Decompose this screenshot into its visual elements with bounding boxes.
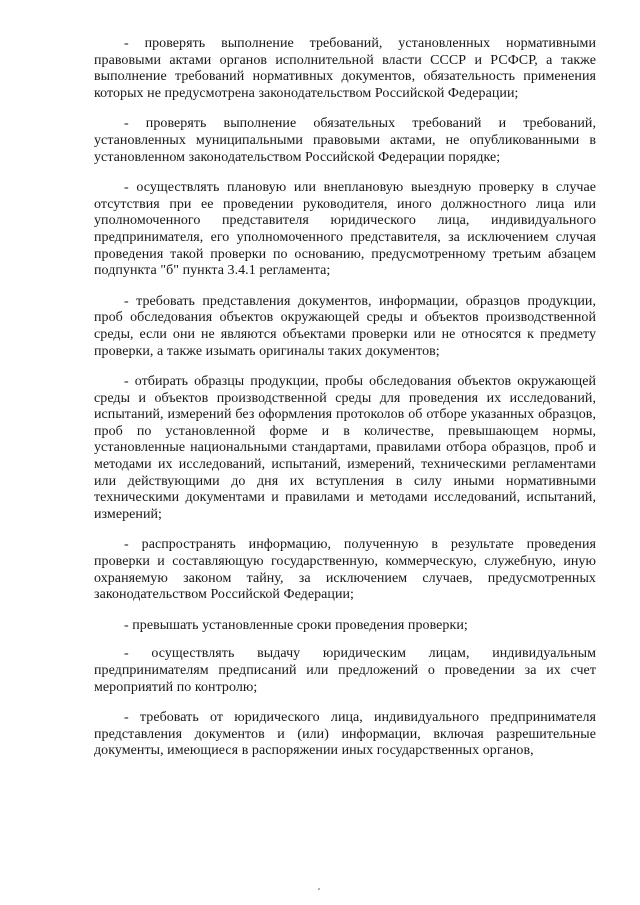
paragraph-8: - осуществлять выдачу юридическим лицам, индивидуальным предпринимателям предписаний или предложений о проведении за их счет мероприятий по контролю; (94, 646, 596, 695)
paragraph-3: - осуществлять плановую или внеплановую выездную проверку в случае отсутствия при ее проведении руководителя, иного должностного лица или уполномоченного представителя юридического лица, индивидуального предпринимателя, его уполномоченного представителя, за исключением случая проведения такой проверки по основанию, предусмотренному третьим абзацем подпункта "б" пункта 3.4.1 регламента; (94, 180, 596, 279)
paragraph-2: - проверять выполнение обязательных требований и требований, установленных муниципальными правовыми актами, не опубликованными в установленном законодательством Российской Федерации порядке; (94, 116, 596, 165)
paragraph-4: - требовать представления документов, информации, образцов продукции, проб обследования объектов окружающей среды и объектов производственной среды, если они не являются объектами проверки или не относятся к предмету проверки, а также изымать оригиналы таких документов; (94, 293, 596, 359)
paragraph-7: - превышать установленные сроки проведения проверки; (124, 617, 468, 633)
paragraph-9: - требовать от юридического лица, индивидуального предпринимателя представления документов и (или) информации, включая разрешительные документы, имеющиеся в распоряжении иных государственных органов, (94, 710, 596, 759)
paragraph-1: - проверять выполнение требований, установленных нормативными правовыми актами органов исполнительной власти СССР и РСФСР, а также выполнение требований нормативных документов, обязательность применения которых не предусмотрена законодательством Российской Федерации; (94, 36, 596, 101)
paragraph-6: - распространять информацию, полученную в результате проведения проверки и составляющую государственную, коммерческую, служебную, иную охраняемую законом тайну, за исключением случаев, предусмотренных законодательством Российской Федерации; (94, 537, 596, 603)
paragraph-5: - отбирать образцы продукции, пробы обследования объектов окружающей среды и объектов производственной среды для проведения их исследований, испытаний, измерений без оформления протоколов об отборе указанных образцов, проб по установленной форме и в количестве, превышающем нормы, установленные национальными стандартами, правилами отбора образцов, проб и методами их исследований, испытаний, измерений, техническими регламентами или действующими до дня их вступления в силу иными нормативными техническими документами и правилами и методами исследований, испытаний, измерений; (94, 374, 596, 522)
scan-speck (318, 888, 320, 890)
